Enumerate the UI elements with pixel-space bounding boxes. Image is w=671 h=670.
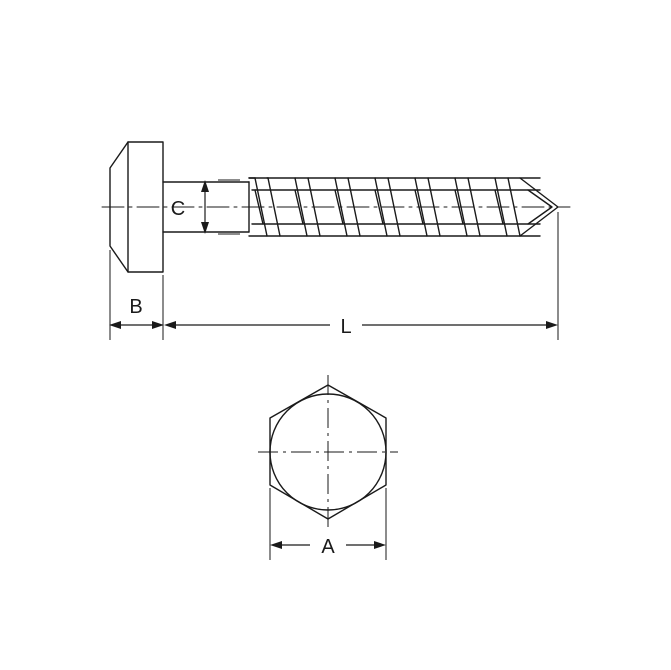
dimension-b-label: B	[129, 296, 143, 318]
dimension-c-label: C	[170, 198, 186, 220]
dimension-a-label: A	[321, 536, 335, 558]
dimension-l	[164, 212, 558, 340]
dimension-b	[109, 250, 164, 340]
end-view-group	[258, 375, 398, 529]
dimension-l-label: L	[340, 316, 352, 338]
